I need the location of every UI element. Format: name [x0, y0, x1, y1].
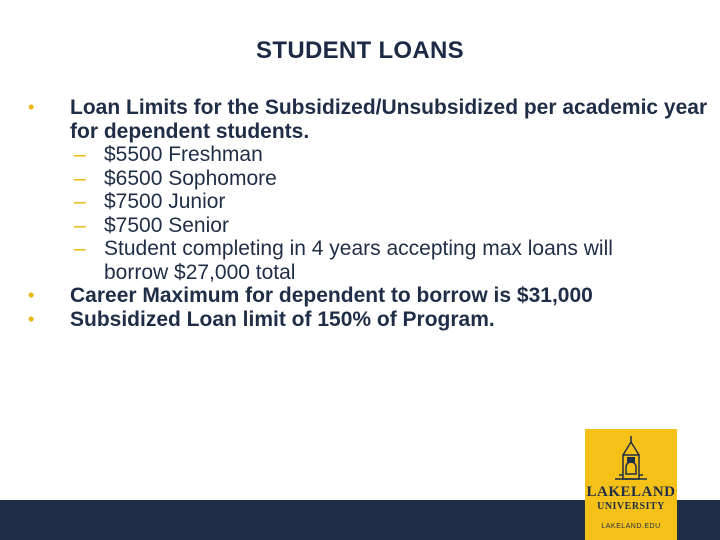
sub-item	[28, 237, 708, 284]
dash-icon: –	[74, 237, 86, 260]
sub-item-text: $5500 Freshman	[104, 143, 263, 166]
logo-url: LAKELAND.EDU	[601, 523, 661, 530]
bullet-icon: •	[28, 285, 35, 305]
bullet-item	[28, 284, 708, 308]
sub-item-text: $7500 Senior	[104, 213, 229, 237]
sub-item	[28, 143, 708, 167]
sub-item	[28, 167, 708, 191]
bullet-icon: •	[28, 308, 35, 329]
bullet-item	[28, 96, 708, 143]
bullet-text: Career Maximum for dependent to borrow is $31,000	[70, 284, 593, 307]
dash-icon: –	[74, 190, 86, 213]
sub-item-text: $6500 Sophomore	[104, 166, 277, 190]
bullet-text: Subsidized Loan limit of 150% of Program.	[70, 307, 495, 331]
dash-icon: –	[74, 166, 86, 190]
tower-icon	[585, 429, 677, 489]
sub-item-text: Student completing in 4 years accepting max loans will borrow $27,000 total	[104, 237, 613, 284]
bullet-item	[28, 308, 708, 332]
bullet-text: Loan Limits for the Subsidized/Unsubsidized per academic year for dependent students.	[70, 96, 708, 143]
logo-name: LAKELAND	[586, 484, 676, 500]
sub-item-text: $7500 Junior	[104, 190, 226, 213]
dash-icon: –	[74, 213, 86, 237]
bullet-icon: •	[28, 97, 35, 117]
logo-subname: UNIVERSITY	[597, 501, 665, 512]
slide-content	[28, 96, 708, 331]
sub-item	[28, 214, 708, 238]
university-logo	[585, 429, 677, 540]
dash-icon: –	[74, 143, 86, 166]
sub-item	[28, 190, 708, 214]
slide-title: STUDENT LOANS	[256, 37, 464, 64]
